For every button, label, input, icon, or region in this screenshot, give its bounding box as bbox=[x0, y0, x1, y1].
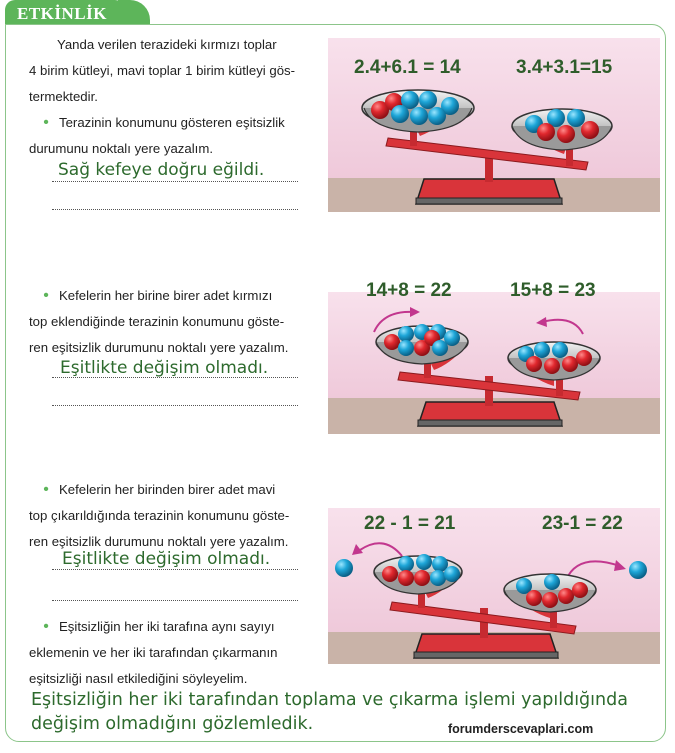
answer-line-1b bbox=[52, 209, 298, 210]
answer-2: Eşitlikte değişim olmadı. bbox=[60, 358, 269, 378]
right-equation: 23-1 = 22 bbox=[542, 513, 623, 534]
question-1-line-2: durumunu noktalı yere yazalım. bbox=[29, 141, 213, 156]
intro-line-3: termektedir. bbox=[29, 89, 98, 104]
bullet-icon: • bbox=[43, 618, 49, 635]
question-4-line-3: eşitsizliği nasıl etkilediğini söyleyelim. bbox=[29, 671, 248, 686]
final-answer-line-1: Eşitsizliğin her iki tarafından toplama ve çıkarma işlemi yapıldığında bbox=[31, 690, 628, 710]
answer-1: Sağ kefeye doğru eğildi. bbox=[58, 160, 265, 180]
question-3-line-3: ren eşitsizlik durumunu noktalı yere yazalım. bbox=[29, 534, 289, 549]
bullet-icon: • bbox=[43, 287, 49, 304]
left-equation: 22 - 1 = 21 bbox=[364, 513, 456, 534]
question-2-line-1: Kefelerin her birine birer adet kırmızı bbox=[59, 288, 273, 303]
question-4 bbox=[29, 614, 307, 692]
right-equation: 3.4+3.1=15 bbox=[516, 57, 613, 78]
question-3-line-2: top çıkarıldığında terazinin konumunu göste- bbox=[29, 508, 290, 523]
answer-line-3b bbox=[52, 600, 298, 601]
intro-line-2: 4 birim kütleyi, mavi toplar 1 birim kütleyi gös- bbox=[29, 63, 296, 78]
bullet-icon: • bbox=[43, 114, 49, 131]
question-2 bbox=[29, 283, 307, 361]
answer-line-2b bbox=[52, 405, 298, 406]
activity-tab-curve bbox=[118, 0, 150, 25]
watermark: forumderscevaplari.com bbox=[448, 722, 594, 736]
question-3 bbox=[29, 477, 307, 555]
question-3-line-1: Kefelerin her birinden birer adet mavi bbox=[59, 482, 276, 497]
question-1 bbox=[29, 110, 307, 162]
intro-line-1: Yanda verilen terazideki kırmızı toplar bbox=[57, 37, 277, 52]
activity-title: ETKİNLİK bbox=[17, 4, 107, 23]
balance-scale-icon bbox=[328, 292, 660, 434]
bullet-icon: • bbox=[43, 481, 49, 498]
question-2-line-3: ren eşitsizlik durumunu noktalı yere yazalım. bbox=[29, 340, 289, 355]
answer-3: Eşitlikte değişim olmadı. bbox=[62, 549, 271, 569]
left-equation: 14+8 = 22 bbox=[366, 280, 452, 301]
final-answer-line-2: değişim olmadığını gözlemledik. bbox=[31, 714, 314, 734]
answer-line-1a bbox=[52, 181, 298, 182]
balance-scale-illustration-2 bbox=[328, 280, 660, 434]
right-equation: 15+8 = 23 bbox=[510, 280, 596, 301]
question-2-line-2: top eklendiğinde terazinin konumunu göste- bbox=[29, 314, 285, 329]
answer-line-2a bbox=[52, 377, 298, 378]
intro-paragraph bbox=[29, 32, 307, 110]
balance-scale-illustration-3 bbox=[328, 508, 660, 664]
left-equation: 2.4+6.1 = 14 bbox=[354, 57, 461, 78]
answer-line-3a bbox=[52, 569, 298, 570]
balance-scale-illustration-1 bbox=[328, 38, 660, 212]
question-1-line-1: Terazinin konumunu gösteren eşitsizlik bbox=[59, 115, 285, 130]
question-4-line-1: Eşitsizliğin her iki tarafına aynı sayıyı bbox=[59, 619, 275, 634]
question-4-line-2: eklemenin ve her iki tarafından çıkarmanın bbox=[29, 645, 278, 660]
